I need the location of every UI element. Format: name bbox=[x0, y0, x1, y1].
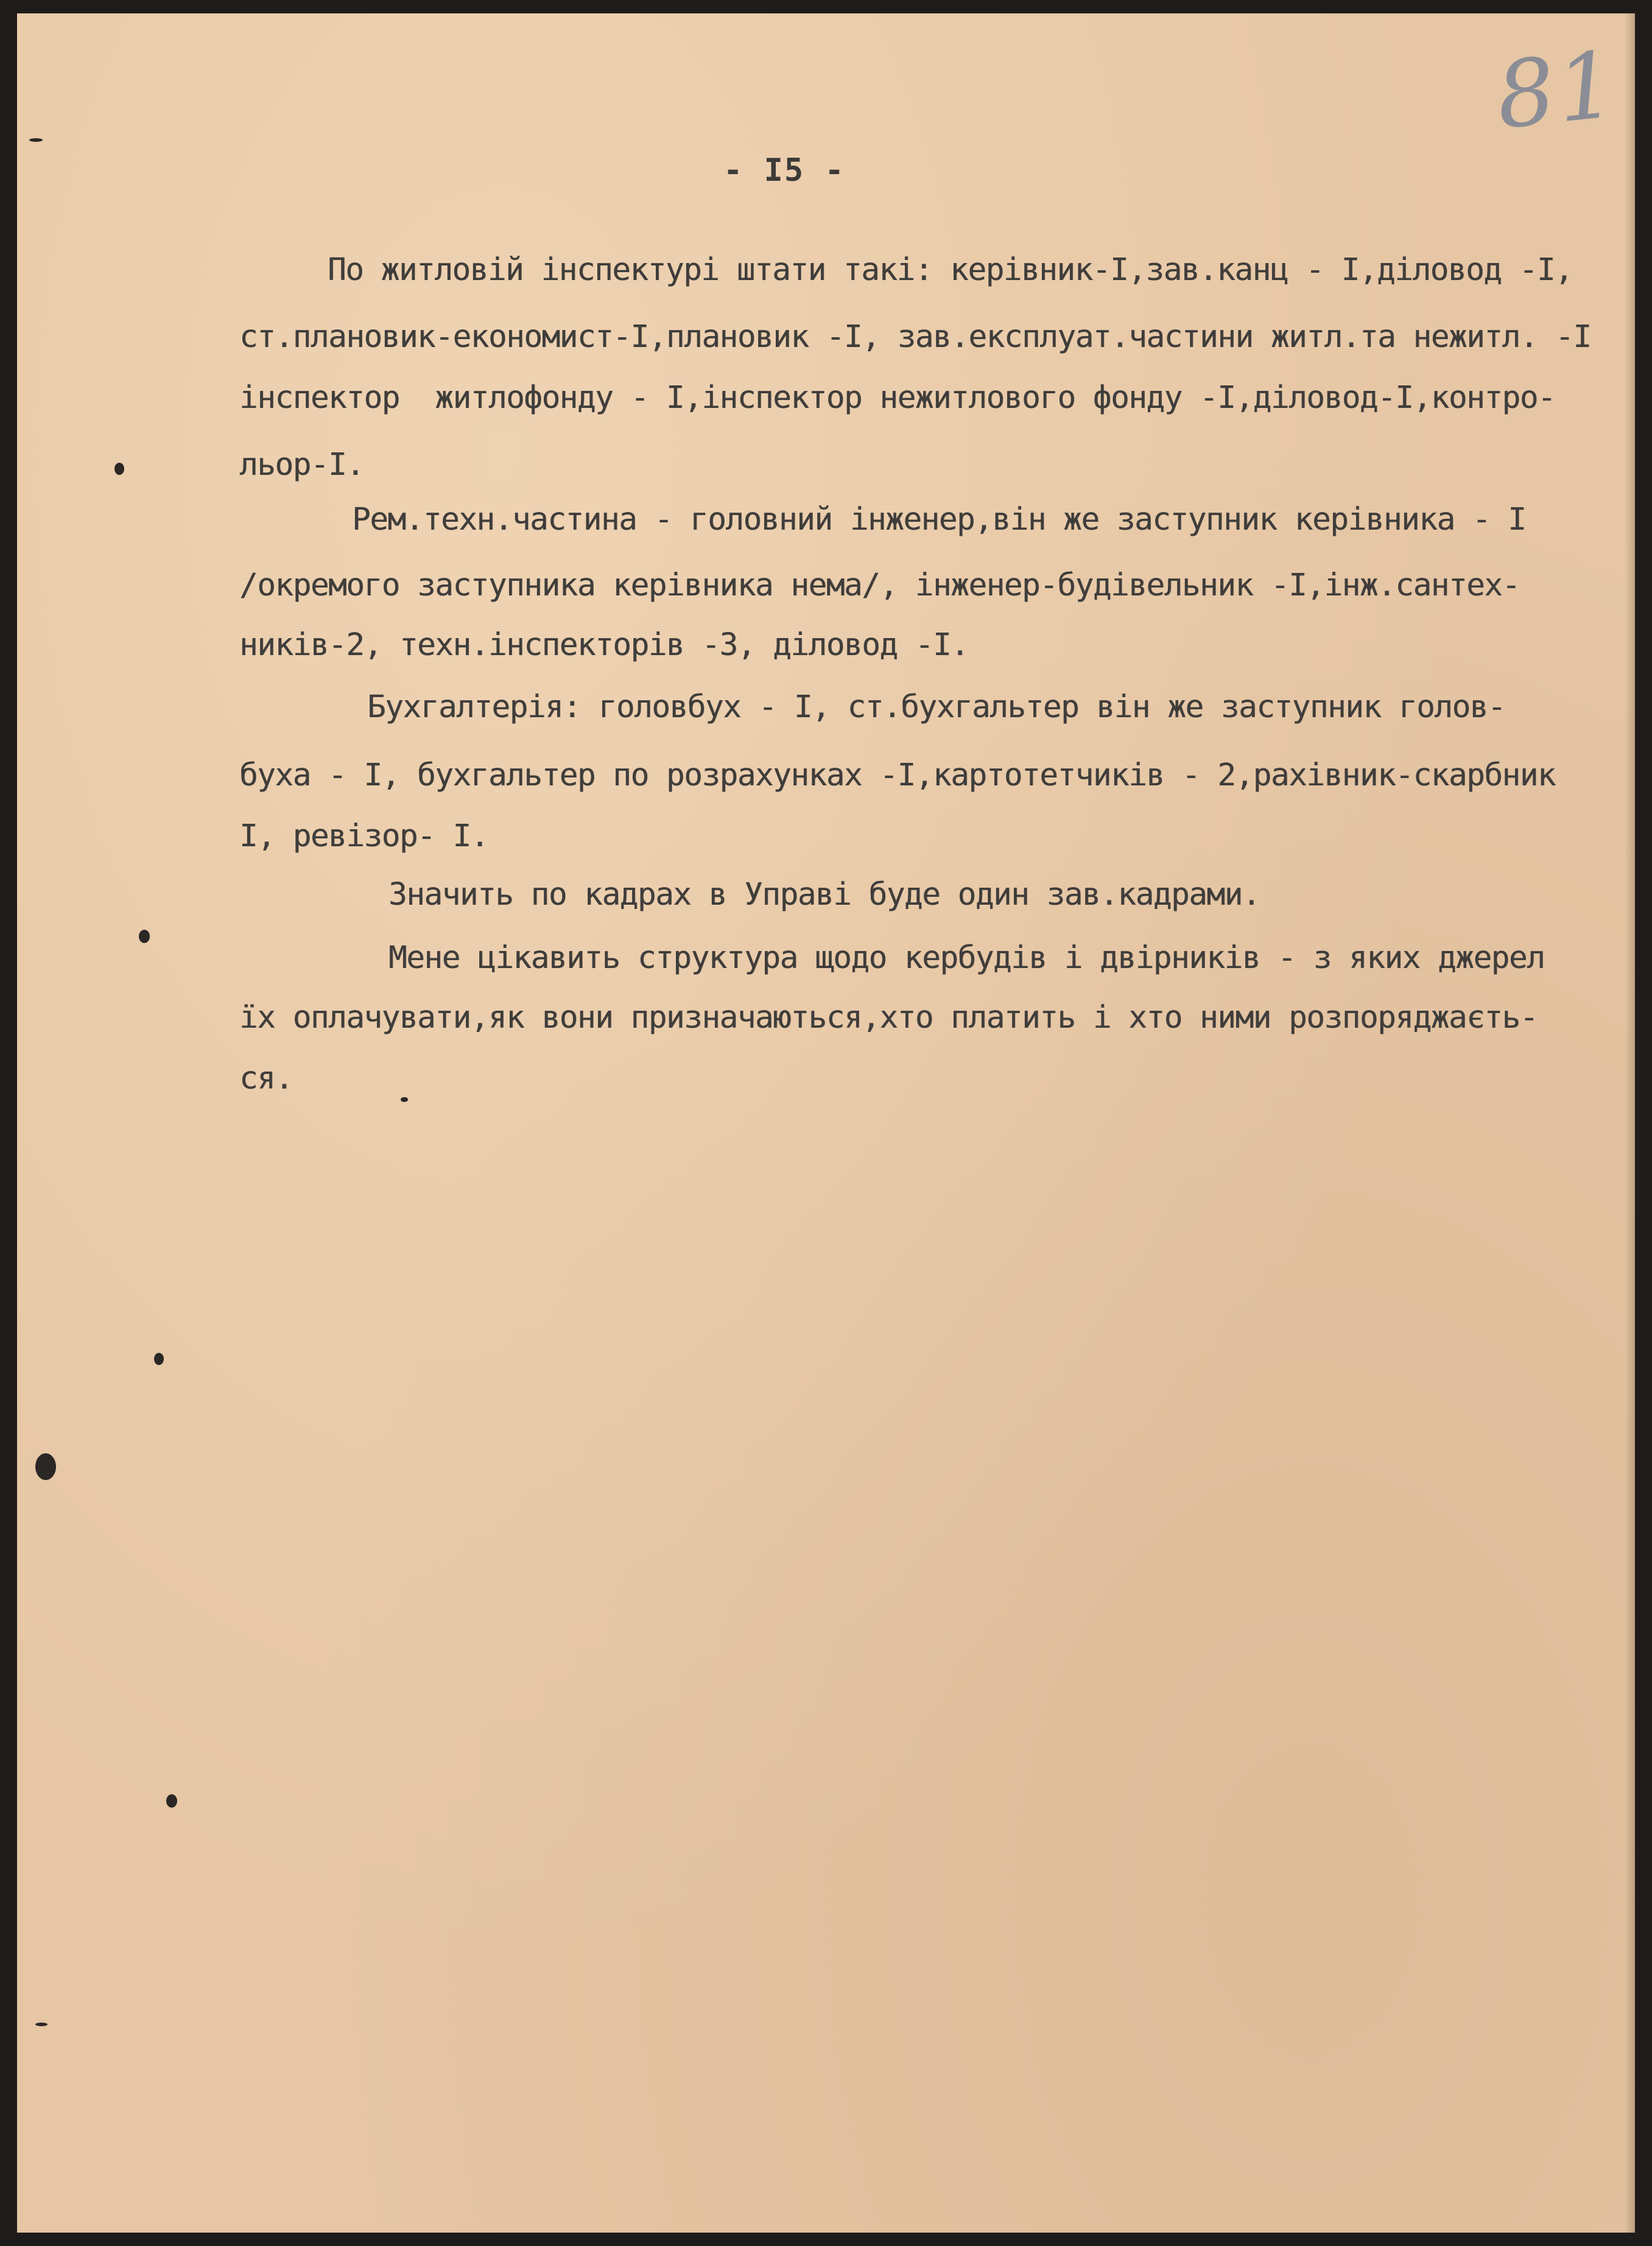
text-line: По житловій інспектурі штати такі: керівник-І,зав.канц - І,діловод -І, bbox=[328, 252, 1573, 288]
page-number: - I5 - bbox=[723, 152, 845, 189]
margin-mark bbox=[35, 2023, 47, 2026]
text-line: їх оплачувати,як вони призначаються,хто платить і хто ними розпоряджаєть- bbox=[239, 1000, 1538, 1036]
text-line: буха - І, бухгальтер по розрахунках -І,картотетчиків - 2,рахівник-скарбник bbox=[239, 757, 1556, 793]
text-line: Бухгалтерія: головбух - І, ст.бухгальтер він же заступник голов- bbox=[367, 689, 1506, 725]
margin-mark bbox=[35, 1453, 56, 1480]
text-line: /окремого заступника керівника нема/, інженер-будівельник -І,інж.сантех- bbox=[239, 567, 1520, 603]
margin-mark bbox=[29, 138, 43, 142]
text-line: І, ревізор- І. bbox=[239, 818, 488, 854]
text-line: Мене цікавить структура щодо кербудів і двірників - з яких джерел bbox=[388, 940, 1545, 976]
text-line: Рем.техн.частина - головний інженер,він же заступник керівника - І bbox=[352, 502, 1526, 538]
margin-mark bbox=[114, 463, 124, 475]
archive-page-number: 81 bbox=[1491, 32, 1623, 150]
margin-mark bbox=[166, 1794, 177, 1808]
document-page bbox=[17, 13, 1635, 2233]
text-line: ст.плановик-економист-І,плановик -І, зав.експлуат.частини житл.та нежитл. -І bbox=[239, 319, 1591, 355]
margin-mark bbox=[154, 1353, 164, 1365]
text-line: інспектор житлофонду - І,інспектор нежитлового фонду -І,діловод-І,контро- bbox=[239, 380, 1556, 416]
text-line: ників-2, техн.інспекторів -3, діловод -І. bbox=[239, 627, 969, 663]
margin-mark bbox=[139, 930, 150, 943]
margin-mark bbox=[401, 1097, 408, 1102]
text-line: льор-І. bbox=[239, 447, 364, 483]
text-line: Значить по кадрах в Управі буде один зав.кадрами. bbox=[388, 877, 1260, 913]
page-edge-shadow bbox=[1625, 13, 1635, 2233]
text-line: ся. bbox=[239, 1061, 293, 1097]
